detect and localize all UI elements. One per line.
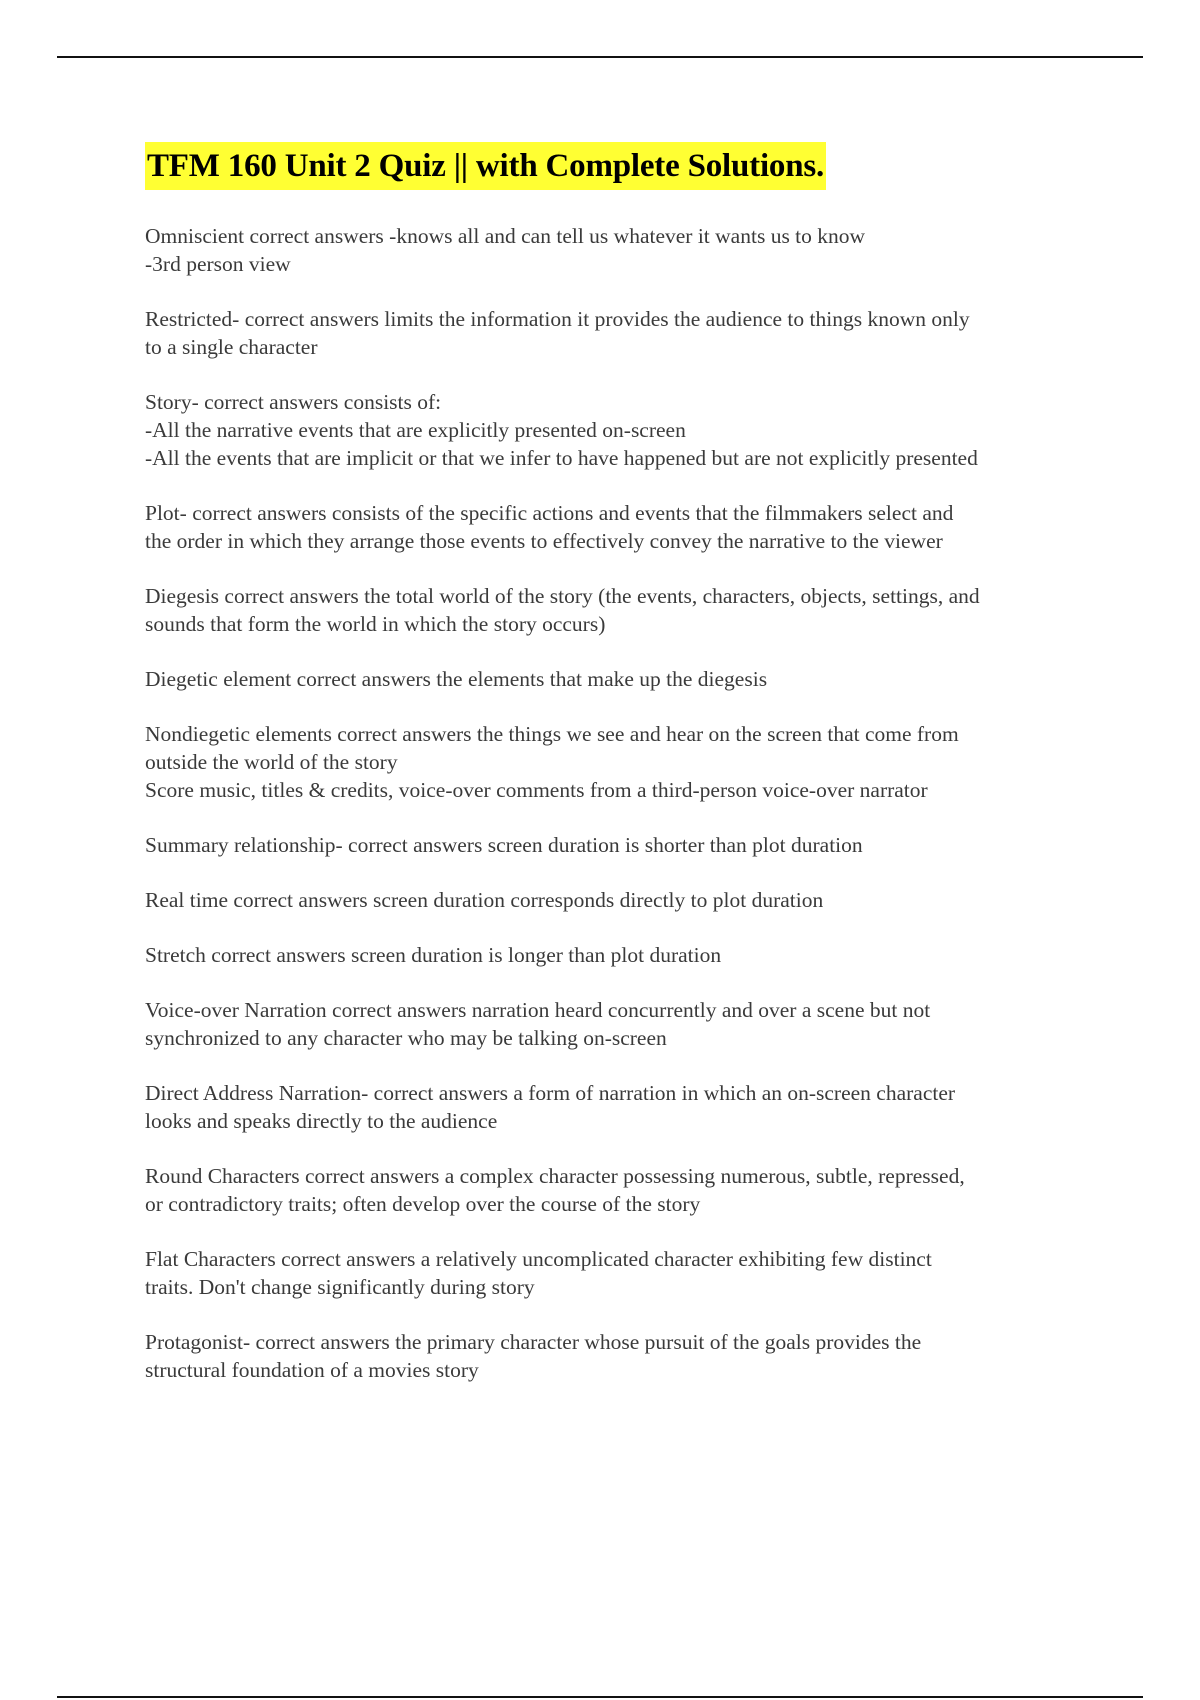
entry-line: Story- correct answers consists of: bbox=[145, 390, 442, 414]
entry-line: traits. Don't change significantly during story bbox=[145, 1275, 535, 1299]
qa-entry bbox=[145, 720, 1085, 804]
entry-line: outside the world of the story bbox=[145, 750, 398, 774]
entry-line: -3rd person view bbox=[145, 252, 291, 276]
qa-entry bbox=[145, 388, 1085, 472]
qa-entry bbox=[145, 1328, 1085, 1384]
entry-line: Round Characters correct answers a complex character possessing numerous, subtle, repressed, bbox=[145, 1164, 965, 1188]
entry-line: -All the narrative events that are explicitly presented on-screen bbox=[145, 418, 686, 442]
entry-line: the order in which they arrange those events to effectively convey the narrative to the viewer bbox=[145, 529, 943, 553]
qa-entry bbox=[145, 1245, 1085, 1301]
document-title: TFM 160 Unit 2 Quiz || with Complete Solutions. bbox=[145, 142, 826, 190]
qa-entry bbox=[145, 665, 1085, 693]
entry-line: synchronized to any character who may be talking on-screen bbox=[145, 1026, 667, 1050]
entry-line: Direct Address Narration- correct answers a form of narration in which an on-screen character bbox=[145, 1081, 956, 1105]
qa-entry bbox=[145, 1162, 1085, 1218]
entry-line: Summary relationship- correct answers screen duration is shorter than plot duration bbox=[145, 833, 863, 857]
bottom-rule bbox=[57, 1696, 1143, 1698]
qa-entry bbox=[145, 831, 1085, 859]
entry-line: Plot- correct answers consists of the specific actions and events that the filmmakers select and bbox=[145, 501, 954, 525]
entry-line: Real time correct answers screen duration corresponds directly to plot duration bbox=[145, 888, 824, 912]
entry-line: Restricted- correct answers limits the information it provides the audience to things known only bbox=[145, 307, 970, 331]
title-block bbox=[145, 142, 1085, 196]
entry-line: -All the events that are implicit or that we infer to have happened but are not explicitly presented bbox=[145, 446, 978, 470]
entry-line: looks and speaks directly to the audience bbox=[145, 1109, 498, 1133]
qa-entry bbox=[145, 941, 1085, 969]
qa-entry bbox=[145, 222, 1085, 278]
entry-line: or contradictory traits; often develop over the course of the story bbox=[145, 1192, 701, 1216]
entry-line: Protagonist- correct answers the primary character whose pursuit of the goals provides the bbox=[145, 1330, 922, 1354]
qa-entry bbox=[145, 886, 1085, 914]
entry-line: Flat Characters correct answers a relatively uncomplicated character exhibiting few distinct bbox=[145, 1247, 932, 1271]
entry-line: to a single character bbox=[145, 335, 318, 359]
entry-line: Nondiegetic elements correct answers the things we see and hear on the screen that come from bbox=[145, 722, 959, 746]
qa-entry bbox=[145, 582, 1085, 638]
document-body bbox=[145, 142, 1085, 1411]
entry-line: Voice-over Narration correct answers narration heard concurrently and over a scene but not bbox=[145, 998, 931, 1022]
entry-list bbox=[145, 222, 1085, 1384]
qa-entry bbox=[145, 996, 1085, 1052]
entry-line: Stretch correct answers screen duration is longer than plot duration bbox=[145, 943, 722, 967]
entry-line: Omniscient correct answers -knows all and can tell us whatever it wants us to know bbox=[145, 224, 866, 248]
entry-line: Score music, titles & credits, voice-over comments from a third-person voice-over narrator bbox=[145, 778, 928, 802]
entry-line: Diegetic element correct answers the elements that make up the diegesis bbox=[145, 667, 768, 691]
entry-line: Diegesis correct answers the total world of the story (the events, characters, objects, settings, and bbox=[145, 584, 980, 608]
entry-line: sounds that form the world in which the story occurs) bbox=[145, 612, 606, 636]
qa-entry bbox=[145, 499, 1085, 555]
top-rule bbox=[57, 56, 1143, 58]
qa-entry bbox=[145, 1079, 1085, 1135]
qa-entry bbox=[145, 305, 1085, 361]
entry-line: structural foundation of a movies story bbox=[145, 1358, 479, 1382]
